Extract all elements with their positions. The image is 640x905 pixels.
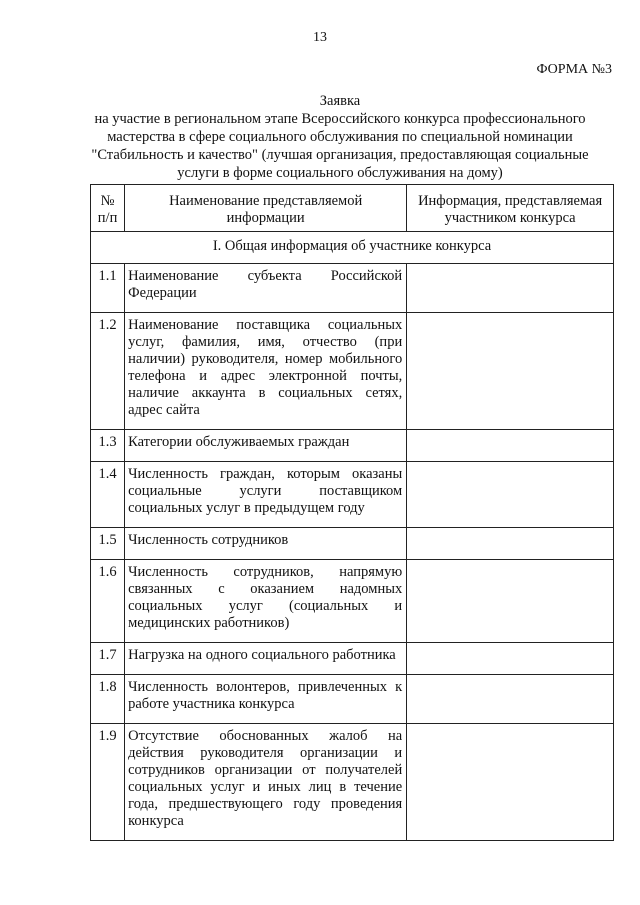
title-main: Заявка [319,93,361,109]
title-subtitle: на участие в региональном этапе Всероссийского конкурса профессионального мастерства в сфере социального обслуживания по специальной номинации "Стабильность и качество" (лучшая организация, предоставляющая социальные услуги в форме социального обслуживания на дому) [91,111,589,181]
row-info-cell[interactable] [407,462,614,528]
row-num: 1.2 [91,313,125,430]
application-table [90,184,614,841]
row-name: Наименование поставщика социальных услуг, фамилия, имя, отчество (при наличии) руководителя, номер мобильного телефона и адрес электронной почты, наличие аккаунта в социальных сетях, адрес сайта [125,313,407,430]
row-name: Нагрузка на одного социального работника [125,643,407,675]
table-row [91,313,614,430]
table-row [91,528,614,560]
table-row [91,430,614,462]
document-title [80,92,600,182]
header-name: Наименование представляемой информации [125,185,407,232]
row-info-cell[interactable] [407,430,614,462]
page-number: 13 [313,30,327,45]
table-row [91,675,614,724]
table-row [91,643,614,675]
row-name: Численность волонтеров, привлеченных к работе участника конкурса [125,675,407,724]
table-header-row [91,185,614,232]
table-row [91,724,614,841]
section-row [91,232,614,264]
row-info-cell[interactable] [407,724,614,841]
row-name: Численность сотрудников [125,528,407,560]
table-row [91,462,614,528]
row-info-cell[interactable] [407,560,614,643]
row-name: Категории обслуживаемых граждан [125,430,407,462]
row-num: 1.1 [91,264,125,313]
row-name: Отсутствие обоснованных жалоб на действия руководителя организации и сотрудников организации от получателей социальных услуг и иных лиц в течение года, предшествующего году проведения конкурса [125,724,407,841]
row-num: 1.9 [91,724,125,841]
row-num: 1.7 [91,643,125,675]
table-row [91,264,614,313]
header-info: Информация, представляемая участником конкурса [407,185,614,232]
row-name: Наименование субъекта Российской Федерации [125,264,407,313]
row-info-cell[interactable] [407,264,614,313]
form-label: ФОРМА №3 [536,62,612,77]
row-num: 1.8 [91,675,125,724]
header-num: № п/п [91,185,125,232]
row-info-cell[interactable] [407,313,614,430]
row-info-cell[interactable] [407,675,614,724]
row-name: Численность сотрудников, напрямую связанных с оказанием надомных социальных услуг (социальных и медицинских работников) [125,560,407,643]
row-info-cell[interactable] [407,528,614,560]
row-num: 1.6 [91,560,125,643]
row-num: 1.5 [91,528,125,560]
row-name: Численность граждан, которым оказаны социальные услуги поставщиком социальных услуг в предыдущем году [125,462,407,528]
section-title: I. Общая информация об участнике конкурса [91,232,614,264]
table-row [91,560,614,643]
row-num: 1.3 [91,430,125,462]
row-info-cell[interactable] [407,643,614,675]
row-num: 1.4 [91,462,125,528]
